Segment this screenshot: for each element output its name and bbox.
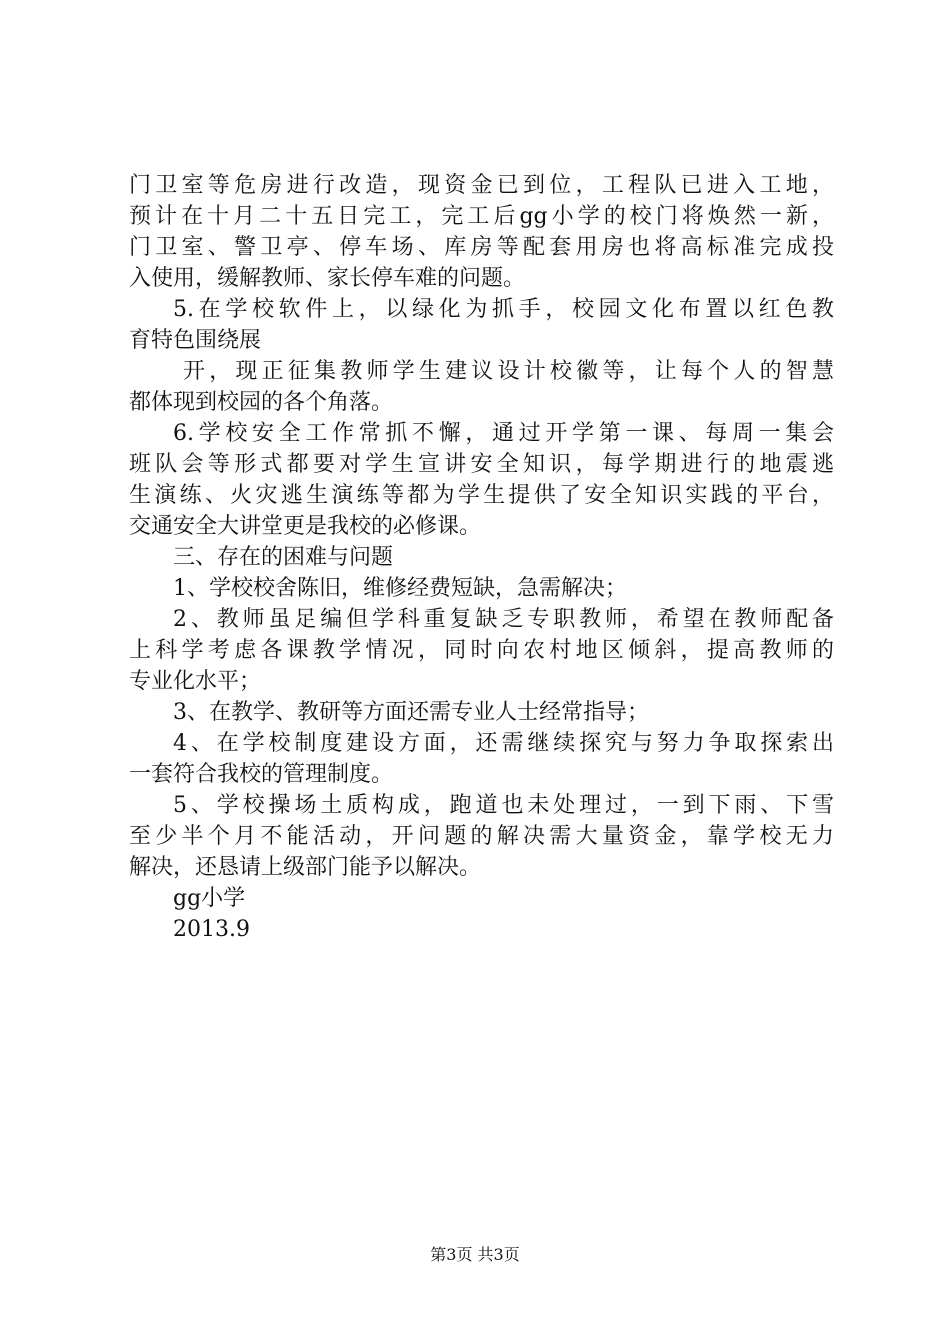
- body-line: 5、学校操场土质构成，跑道也未处理过，一到下雨、下雪: [173, 793, 834, 818]
- body-line: 门卫室、警卫亭、停车场、库房等配套用房也将高标准完成投: [129, 235, 834, 260]
- signature-school: gg小学: [173, 886, 246, 911]
- body-line: 解决，还恳请上级部门能予以解决。: [129, 855, 482, 880]
- body-line: 预计在十月二十五日完工，完工后gg小学的校门将焕然一新，: [129, 204, 834, 229]
- section-heading: 三、存在的困难与问题: [173, 545, 394, 570]
- body-line: 至少半个月不能活动，开问题的解决需大量资金，靠学校无力: [129, 824, 834, 849]
- body-line: 6.学校安全工作常抓不懈，通过开学第一课、每周一集会: [173, 421, 834, 446]
- body-line: 班队会等形式都要对学生宣讲安全知识，每学期进行的地震逃: [129, 452, 834, 477]
- body-line: 都体现到校园的各个角落。: [129, 390, 394, 415]
- document-body: [129, 170, 834, 945]
- body-line: 3、在教学、教研等方面还需专业人士经常指导；: [173, 700, 649, 725]
- body-line: 4、在学校制度建设方面，还需继续探究与努力争取探索出: [173, 731, 834, 756]
- page-number-footer: 第3页 共3页: [430, 1245, 520, 1264]
- body-line: 一套符合我校的管理制度。: [129, 762, 394, 787]
- signature-date: 2013.9: [173, 917, 250, 942]
- body-line: 2、教师虽足编但学科重复缺乏专职教师，希望在教师配备: [173, 607, 834, 632]
- body-line: 育特色围绕展: [129, 328, 262, 353]
- body-line: 生演练、火灾逃生演练等都为学生提供了安全知识实践的平台，: [129, 483, 834, 508]
- body-line: 交通安全大讲堂更是我校的必修课。: [129, 514, 482, 539]
- body-line: 门卫室等危房进行改造，现资金已到位，工程队已进入工地，: [129, 173, 834, 198]
- body-line: 专业化水平；: [129, 669, 262, 694]
- body-line: 开，现正征集教师学生建议设计校徽等，让每个人的智慧: [183, 359, 834, 384]
- body-line: 上科学考虑各课教学情况，同时向农村地区倾斜，提高教师的: [129, 638, 834, 663]
- body-line: 入使用，缓解教师、家长停车难的问题。: [129, 266, 526, 291]
- body-line: 1、学校校舍陈旧，维修经费短缺，急需解决；: [173, 576, 627, 601]
- body-line: 5.在学校软件上，以绿化为抓手，校园文化布置以红色教: [173, 297, 834, 322]
